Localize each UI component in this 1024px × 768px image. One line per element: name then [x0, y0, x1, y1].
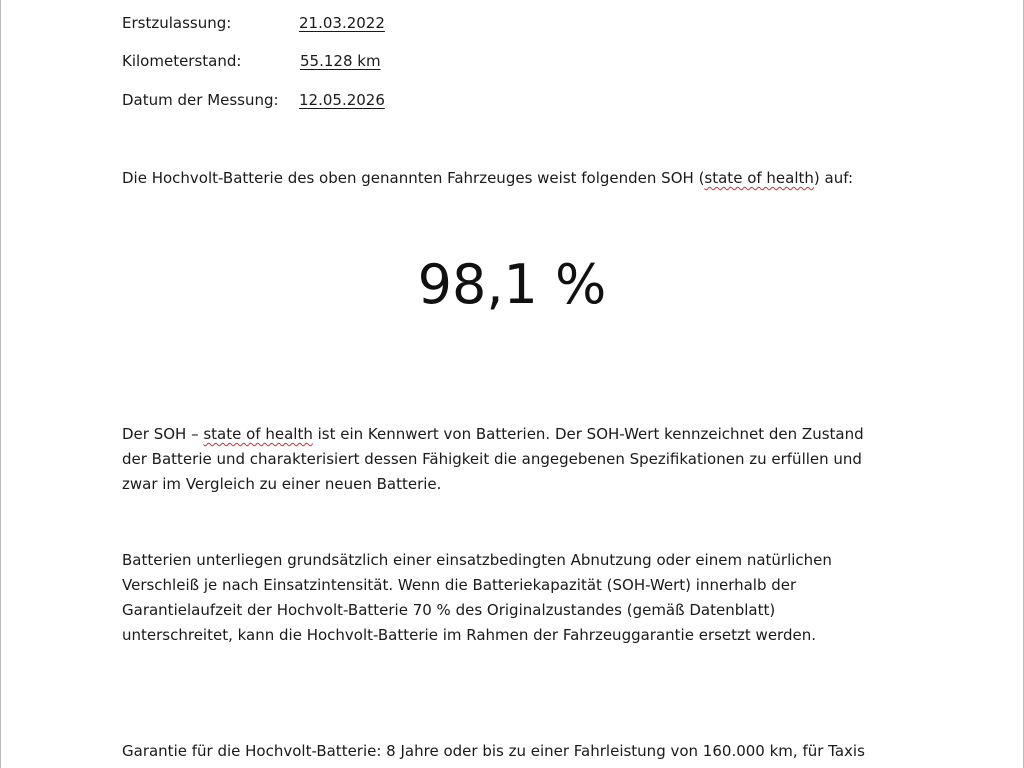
wear-line-2: Verschleiß je nach Einsatzintensität. Wenn die Batteriekapazität (SOH-Wert) innerhalb der	[122, 576, 797, 594]
definition-paragraph	[122, 422, 902, 497]
intro-paragraph	[122, 166, 902, 191]
warranty-line-1: Garantie für die Hochvolt-Batterie: 8 Jahre oder bis zu einer Fahrleistung von 160.000 km, für Taxis	[122, 742, 865, 760]
mileage-value: 55.128 km	[300, 52, 381, 70]
intro-text-after: ) auf:	[813, 169, 854, 187]
definition-highlight: state of health	[203, 425, 313, 443]
page-border-left	[0, 0, 1, 768]
intro-highlight: state of health	[704, 169, 814, 187]
definition-text-after: ist ein Kennwert von Batterien. Der SOH-Wert kennzeichnet den Zustand	[312, 425, 864, 443]
definition-line-3: zwar im Vergleich zu einer neuen Batterie.	[122, 475, 442, 493]
wear-line-4: unterschreitet, kann die Hochvolt-Batterie im Rahmen der Fahrzeuggarantie ersetzt werden.	[122, 626, 816, 644]
first-registration-label: Erstzulassung:	[122, 14, 232, 32]
measurement-date-label: Datum der Messung:	[122, 91, 279, 109]
soh-value: 98,1 %	[417, 253, 607, 316]
wear-line-3: Garantielaufzeit der Hochvolt-Batterie 70 % des Originalzustandes (gemäß Datenblatt)	[122, 601, 776, 619]
wear-paragraph	[122, 548, 902, 648]
definition-line-1	[122, 422, 902, 447]
intro-line	[122, 166, 902, 191]
definition-line-2: der Batterie und charakterisiert dessen Fähigkeit die angegebenen Spezifikationen zu erfüllen und	[122, 450, 862, 468]
measurement-date-value: 12.05.2026	[299, 91, 385, 109]
intro-text-before: Die Hochvolt-Batterie des oben genannten Fahrzeuges weist folgenden SOH (	[122, 169, 705, 187]
wear-line-1: Batterien unterliegen grundsätzlich einer einsatzbedingten Abnutzung oder einem natürlichen	[122, 551, 832, 569]
mileage-label: Kilometerstand:	[122, 52, 242, 70]
warranty-paragraph	[122, 739, 902, 764]
definition-text-before: Der SOH –	[122, 425, 204, 443]
first-registration-value: 21.03.2022	[299, 14, 385, 32]
